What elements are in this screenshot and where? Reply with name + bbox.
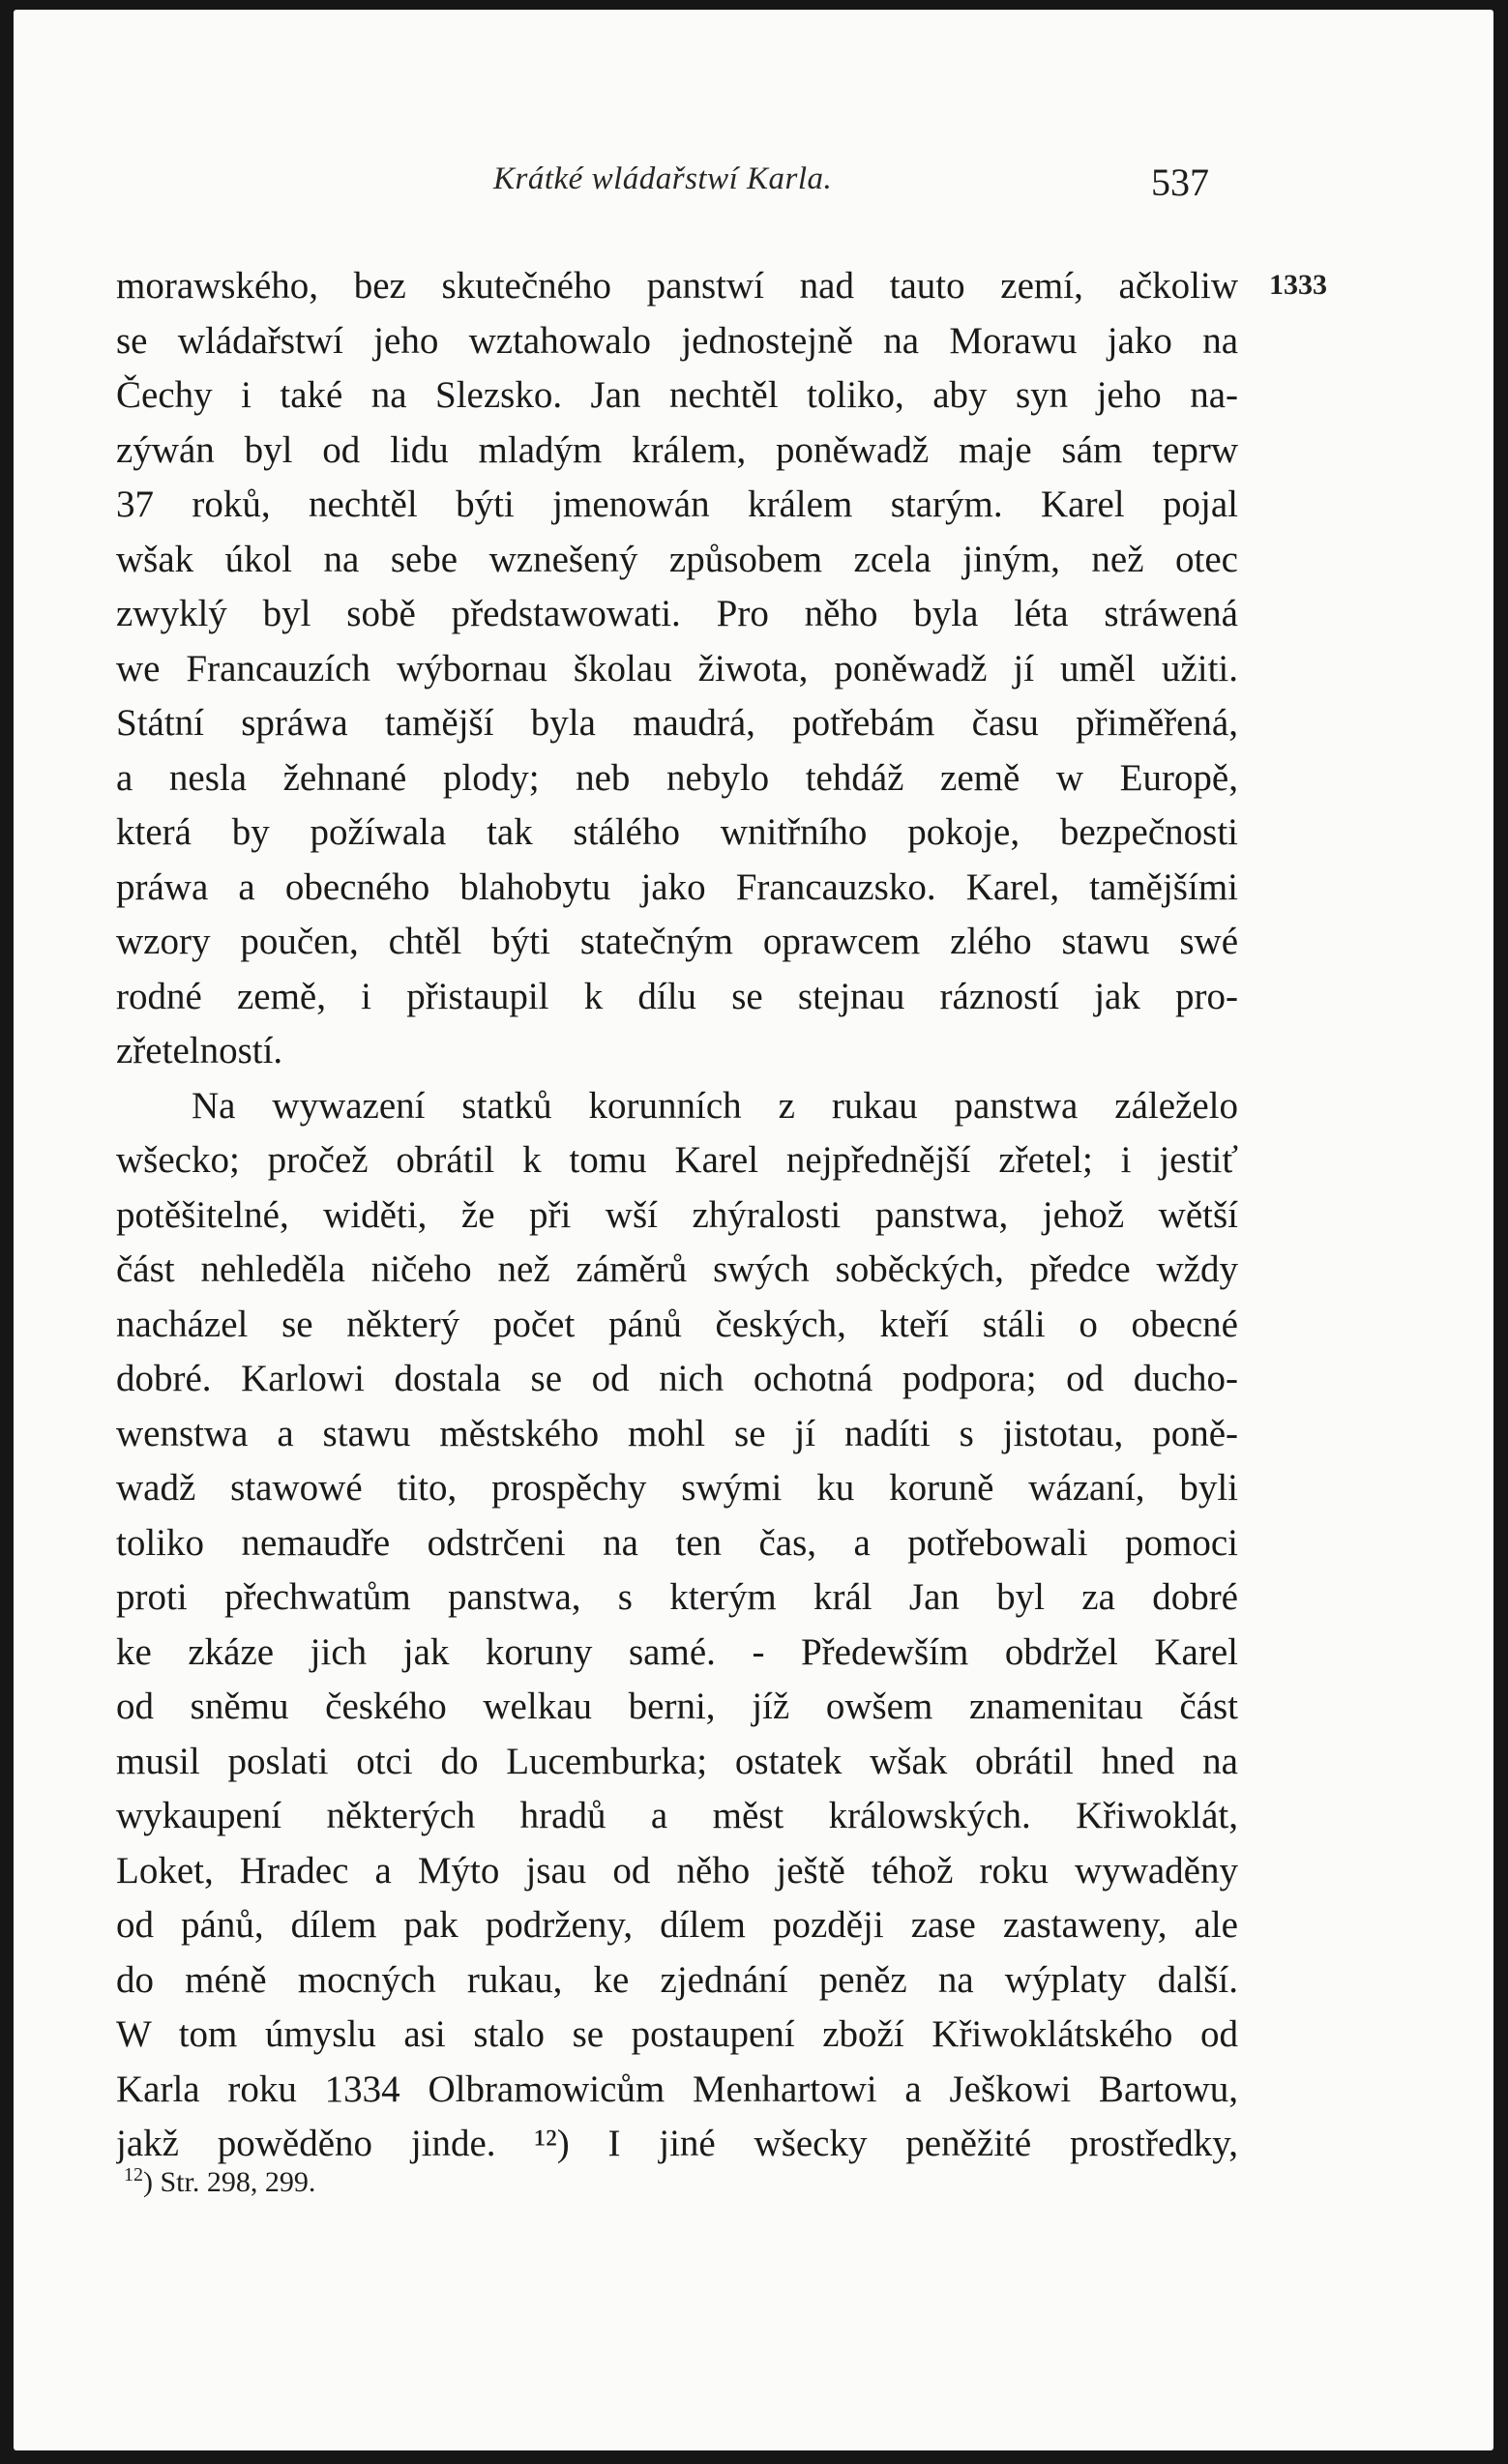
text-line: Loket, Hradec a Mýto jsau od něho ještě téhož roku wywaděny <box>116 1849 1238 1892</box>
footnote <box>124 2164 315 2199</box>
body-text <box>116 259 1238 2172</box>
text-line: we Francauzích wýbornau školau žiwota, poněwadž jí uměl užiti. <box>116 647 1238 689</box>
text-line: morawského, bez skutečného panstwí nad tauto zemí, ačkoliw <box>116 265 1238 307</box>
text-line-paragraph-start: Na wywazení statků korunních z rukau panstwa záleželo <box>192 1084 1238 1127</box>
text-line: 37 roků, nechtěl býti jmenowán králem starým. Karel pojal <box>116 484 1238 525</box>
text-line: dobré. Karlowi dostala se od nich ochotná podpora; od ducho- <box>116 1358 1238 1399</box>
text-line: wšak úkol na sebe wznešený způsobem zcela jiným, než otec <box>116 538 1238 580</box>
text-line: musil poslati otci do Lucemburka; ostatek wšak obrátil hned na <box>116 1740 1238 1782</box>
text-line: Čechy i také na Slezsko. Jan nechtěl toliko, aby syn jeho na- <box>116 374 1238 416</box>
text-line: Státní spráwa tamější byla maudrá, potřebám času přiměřená, <box>116 702 1238 744</box>
text-line: práwa a obecného blahobytu jako Francauzsko. Karel, tamějšími <box>116 865 1238 908</box>
text-line: se wládařstwí jeho wztahowalo jednostejně na Morawu jako na <box>116 319 1238 362</box>
text-line: wykaupení některých hradů a měst králowských. Křiwoklát, <box>116 1795 1238 1836</box>
text-line: zwyklý byl sobě předstawowati. Pro něho byla léta stráwená <box>116 593 1238 634</box>
text-line: W tom úmyslu asi stalo se postaupení zboží Křiwoklátského od <box>116 2013 1238 2055</box>
text-line: od sněmu českého welkau berni, jíž owšem znamenitau část <box>116 1686 1238 1727</box>
text-line: a nesla žehnané plody; neb nebylo tehdáž země w Europě, <box>116 756 1238 799</box>
text-line: Karla roku 1334 Olbramowicům Menhartowi a Ješkowi Bartowu, <box>116 2068 1238 2110</box>
footnote-text: ) Str. 298, 299. <box>143 2166 316 2198</box>
text-line: toliko nemaudře odstrčeni na ten čas, a potřebowali pomoci <box>116 1521 1238 1564</box>
text-line: wšecko; pročež obrátil k tomu Karel nejpřednější zřetel; i jestiť <box>116 1139 1238 1181</box>
text-line: jakž powěděno jinde. ¹²) I jiné wšecky peněžité prostředky, <box>116 2123 1238 2164</box>
text-line: zýwán byl od lidu mladým králem, poněwadž maje sám teprw <box>116 428 1238 471</box>
page-header <box>0 160 1508 218</box>
page-number: 537 <box>1151 161 1209 204</box>
text-line: do méně mocných rukau, ke zjednání peněz na wýplaty další. <box>116 1958 1238 2001</box>
footnote-marker: 12 <box>124 2164 143 2185</box>
text-line: která by požíwala tak stálého wnitřního pokoje, bezpečnosti <box>116 811 1238 853</box>
text-line: wenstwa a stawu městského mohl se jí nadíti s jistotau, poně- <box>116 1412 1238 1454</box>
text-line: nacházel se některý počet pánů českých, kteří stáli o obecné <box>116 1303 1238 1345</box>
text-line: wadž stawowé tito, prospěchy swými ku koruně wázaní, byli <box>116 1467 1238 1509</box>
text-line-paragraph-end: zřetelností. <box>116 1030 283 1071</box>
text-line: část nehleděla ničeho než záměrů swých soběckých, předce wždy <box>116 1248 1238 1290</box>
text-line: wzory poučen, chtěl býti statečným oprawcem zlého stawu swé <box>116 921 1238 962</box>
text-line: proti přechwatům panstwa, s kterým král Jan byl za dobré <box>116 1576 1238 1618</box>
text-line: ke zkáze jich jak koruny samé. - Předewším obdržel Karel <box>116 1630 1238 1673</box>
text-line: rodné země, i přistaupil k dílu se stejnau rázností jak pro- <box>116 975 1238 1017</box>
running-title: Krátké wládařstwí Karla. <box>493 161 833 196</box>
text-line: potěšitelné, widěti, že při wší zhýralosti panstwa, jehož wětší <box>116 1193 1238 1236</box>
margin-year-note: 1333 <box>1269 269 1327 301</box>
text-line: od pánů, dílem pak podrženy, dílem později zase zastaweny, ale <box>116 1904 1238 1946</box>
